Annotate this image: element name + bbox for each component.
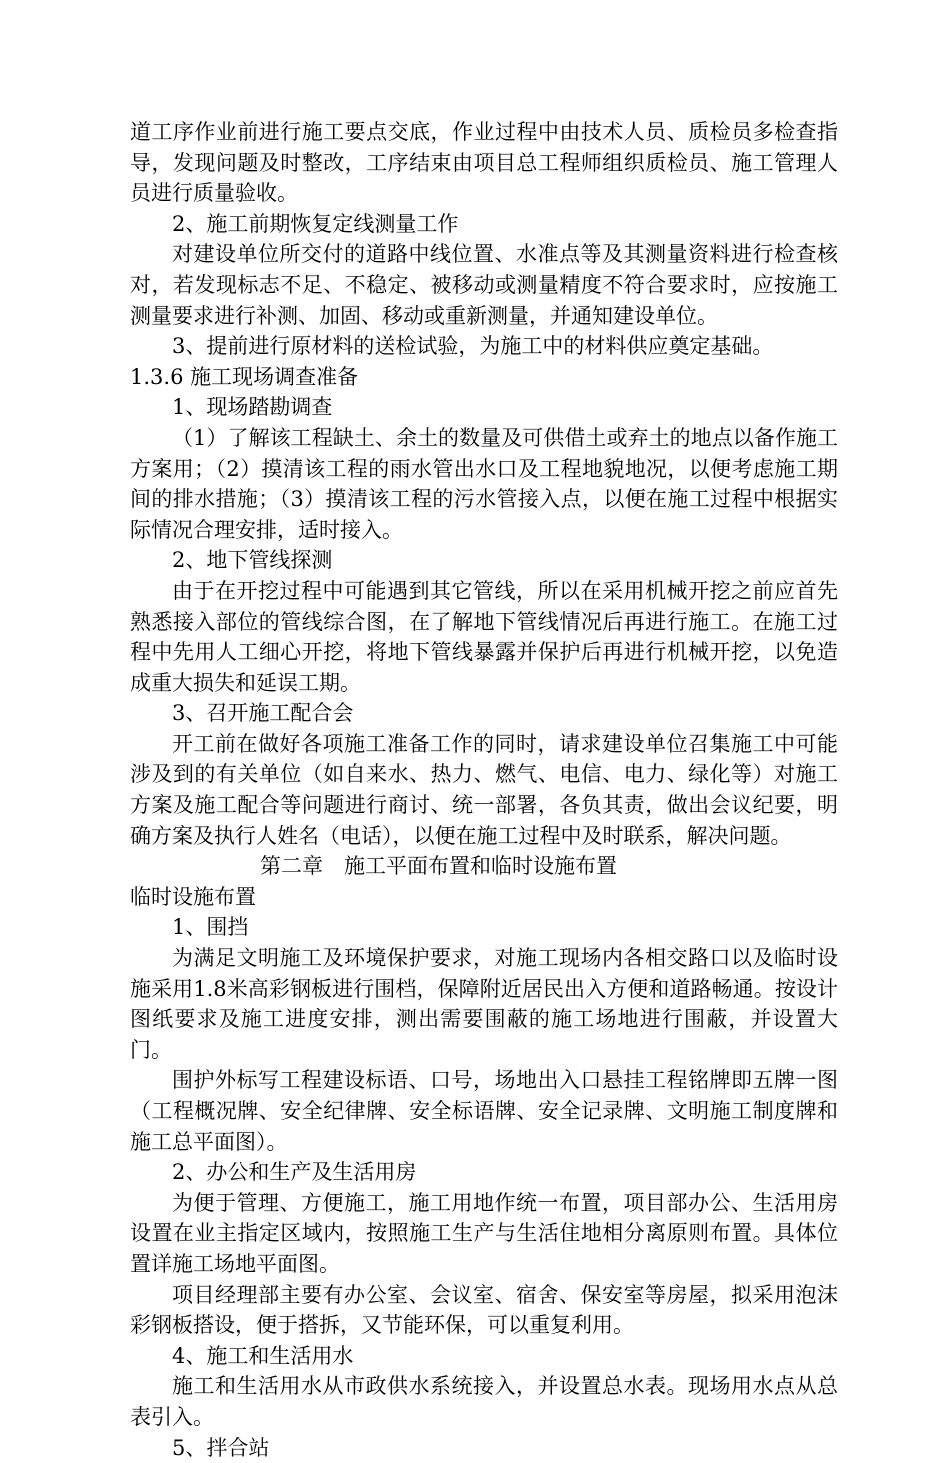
paragraph-material-testing: 3、提前进行原材料的送检试验，为施工中的材料供应奠定基础。 (172, 334, 774, 359)
paragraph-fencing: 为满足文明施工及环境保护要求，对施工现场内各相交路口以及临时设施采用1.8米高彩钢板进行围档，保障附近居民出入方便和道路畅通。按设计图纸要求及施工进度安排，测出需要围蔽的施工场地进行围蔽，并设置大门。 (130, 946, 838, 1062)
paragraph-water-supply: 施工和生活用水从市政供水系统接入，并设置总水表。现场用水点从总表引入。 (130, 1374, 838, 1429)
paragraph-survey-check: 对建设单位所交付的道路中线位置、水准点等及其测量资料进行检查核对，若发现标志不足、不稳定、被移动或测量精度不符合要求时，应按施工测量要求进行补测、加固、移动或重新测量，并通知建设单位。 (130, 242, 838, 328)
paragraph-signage: 围护外标写工程建设标语、口号，场地出入口悬挂工程铭牌即五牌一图（工程概况牌、安全纪律牌、安全标语牌、安全记录牌、文明施工制度牌和施工总平面图）。 (130, 1068, 838, 1154)
paragraph-coordination-meeting: 开工前在做好各项施工准备工作的同时，请求建设单位召集施工中可能涉及到的有关单位（如自来水、热力、燃气、电信、电力、绿化等）对施工方案及施工配合等问题进行商讨、统一部署，各负其责，做出会议纪要，明确方案及执行人姓名（电话），以便在施工过程中及时联系，解决问题。 (130, 731, 838, 848)
heading-fencing: 1、围挡 (172, 915, 249, 940)
paragraph-site-inspection: （1）了解该工程缺土、余土的数量及可供借土或弃土的地点以备作施工方案用；（2）摸清该工程的雨水管出水口及工程地貌地况，以便考虑施工期间的排水措施；（3）摸清该工程的污水管接入点，以便在施工过程中根据实际情况合理安排，适时接入。 (130, 425, 838, 542)
section-heading-temporary-facilities: 临时设施布置 (130, 884, 256, 909)
heading-site-inspection: 1、现场踏勘调查 (172, 395, 333, 420)
heading-pipeline-detection: 2、地下管线探测 (172, 548, 333, 573)
paragraph-office-housing: 为便于管理、方便施工，施工用地作统一布置，项目部办公、生活用房设置在业主指定区域内，按照施工生产与生活住地相分离原则布置。具体位置详施工场地平面图。 (130, 1190, 838, 1276)
paragraph-procedure-briefing: 道工序作业前进行施工要点交底，作业过程中由技术人员、质检员多检查指导，发现问题及时整改，工序结束由项目总工程师组织质检员、施工管理人员进行质量验收。 (130, 120, 838, 206)
heading-survey-work: 2、施工前期恢复定线测量工作 (172, 211, 459, 236)
heading-office-housing: 2、办公和生产及生活用房 (172, 1160, 417, 1185)
chapter-title: 第二章 施工平面布置和临时设施布置 (260, 854, 617, 879)
heading-coordination-meeting: 3、召开施工配合会 (172, 701, 354, 726)
paragraph-pipeline-detection: 由于在开挖过程中可能遇到其它管线，所以在采用机械开挖之前应首先熟悉接入部位的管线综合图，在了解地下管线情况后再进行施工。在施工过程中先用人工细心开挖，将地下管线暴露并保护后再进行机械开挖，以免造成重大损失和延误工期。 (130, 578, 838, 695)
section-heading-site-survey: 1.3.6 施工现场调查准备 (130, 364, 359, 389)
paragraph-project-rooms: 项目经理部主要有办公室、会议室、宿舍、保安室等房屋，拟采用泡沫彩钢板搭设，便于搭拆，又节能环保，可以重复利用。 (130, 1282, 838, 1338)
heading-water-supply: 4、施工和生活用水 (172, 1343, 354, 1368)
heading-mixing-station: 5、拌合站 (172, 1435, 270, 1460)
document-page (130, 117, 838, 1463)
